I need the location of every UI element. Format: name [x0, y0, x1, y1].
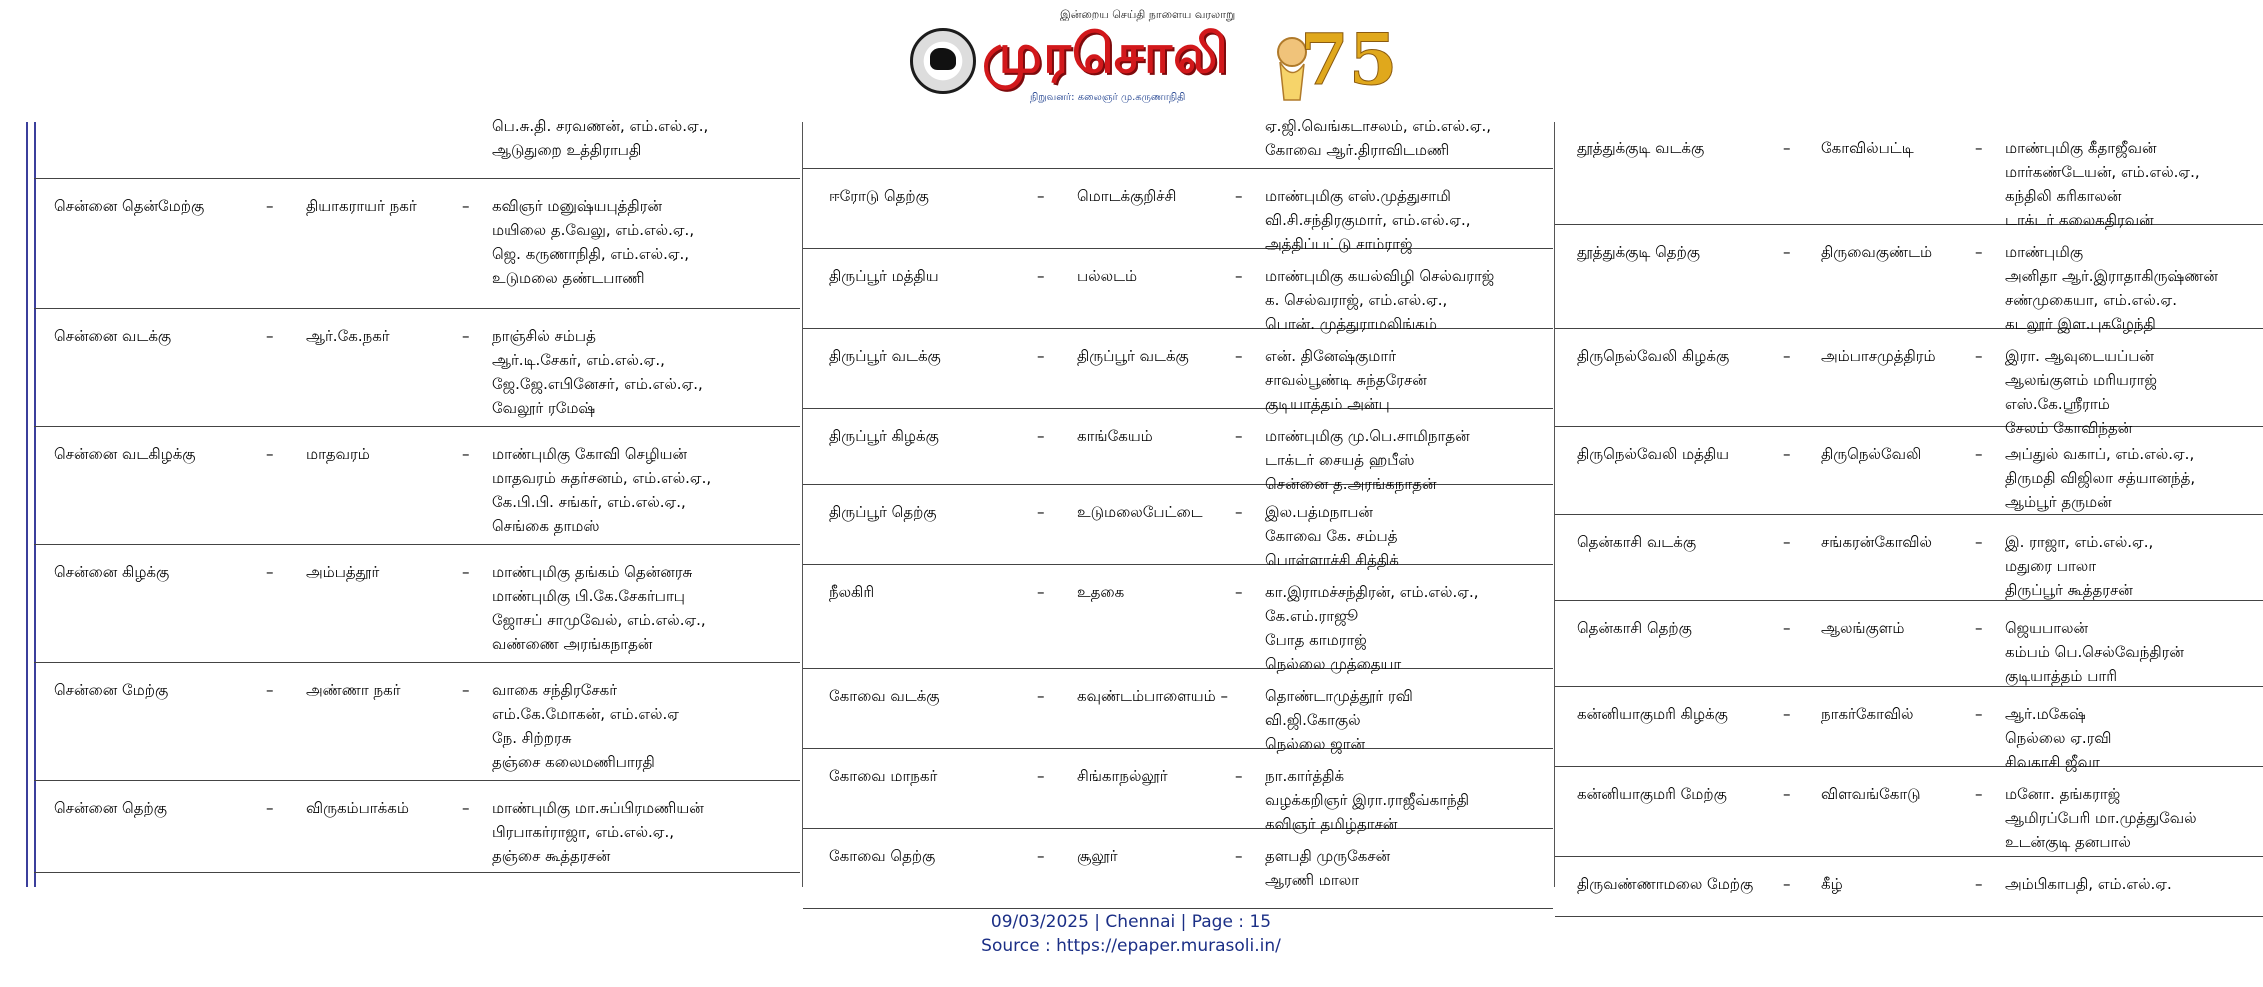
- footer-source-line: Source : https://epaper.murasoli.in/: [981, 936, 1281, 956]
- separator-dash: –: [1037, 267, 1045, 285]
- assignment-row: [1555, 514, 2263, 601]
- member-name: டாக்டர் கலைகதிரவன்: [2005, 211, 2154, 229]
- member-name: எஸ்.கே.ஸ்ரீராம்: [2005, 395, 2110, 413]
- member-name: திருப்பூர் கூத்தரசன்: [2005, 581, 2133, 599]
- member-name: வேலூர் ரமேஷ்: [492, 399, 596, 417]
- assignment-row: [34, 117, 800, 179]
- assignment-row: [1555, 600, 2263, 687]
- member-name: ஜெயபாலன்: [2005, 619, 2089, 637]
- member-name: பொள்ளாச்சி சித்திக்: [1265, 551, 1399, 569]
- district-name: திருப்பூர் கிழக்கு: [829, 427, 939, 445]
- member-name: உடுமலை தண்டபாணி: [492, 269, 645, 287]
- members-list: [492, 678, 679, 774]
- separator-dash: –: [462, 445, 470, 463]
- member-name: நாஞ்சில் சம்பத்: [492, 327, 596, 345]
- separator-dash: –: [1783, 139, 1791, 157]
- member-name: கே.எம்.ராஜூ: [1265, 607, 1359, 625]
- assignment-row: [803, 248, 1553, 333]
- member-name: மாண்புமிகு மு.பெ.சாமிநாதன்: [1265, 427, 1470, 445]
- separator-dash: –: [1037, 583, 1045, 601]
- assignment-row: [803, 328, 1553, 413]
- column-2: [802, 117, 1553, 889]
- masthead-logo: முரசொலி: [982, 22, 1229, 85]
- district-name: கோவை தெற்கு: [829, 847, 936, 865]
- constituency-name: அம்பாசமுத்திரம்: [1821, 347, 1936, 365]
- assignment-row: [1555, 224, 2263, 333]
- member-name: சண்முகையா, எம்.எல்.ஏ.: [2005, 291, 2177, 309]
- member-name: ஜெ. கருணாநிதி, எம்.எல்.ஏ.,: [492, 245, 690, 263]
- district-name: தூத்துக்குடி வடக்கு: [1577, 139, 1705, 157]
- separator-dash: –: [1783, 785, 1791, 803]
- member-name: உடன்குடி தனபால்: [2005, 833, 2131, 851]
- members-list: [2005, 616, 2184, 688]
- member-name: மாண்புமிகு கோவி செழியன்: [492, 445, 687, 463]
- member-name: ஜே.ஜே.எபினேசர், எம்.எல்.ஏ.,: [492, 375, 703, 393]
- assignment-row: [803, 564, 1553, 673]
- member-name: சேலம் கோவிந்தன்: [2005, 419, 2133, 437]
- separator-dash: –: [1037, 687, 1045, 705]
- members-list: [1265, 500, 1399, 572]
- members-list: [492, 194, 694, 290]
- separator-dash: –: [1975, 705, 1983, 723]
- column-1: [34, 117, 800, 887]
- member-name: பெ.சு.தி. சரவணன், எம்.எல்.ஏ.,: [492, 117, 709, 135]
- constituency-name: திருப்பூர் வடக்கு: [1077, 347, 1189, 365]
- masthead-subtitle: நிறுவனர்: கலைஞர் மு.கருணாநிதி: [1030, 92, 1186, 103]
- separator-dash: –: [1975, 243, 1983, 261]
- assignment-row: [803, 668, 1553, 753]
- page-body: [26, 117, 2262, 893]
- separator-dash: –: [1783, 445, 1791, 463]
- member-name: நெல்லை ஜான்: [1265, 735, 1366, 753]
- separator-dash: –: [1975, 619, 1983, 637]
- assignment-row: [803, 484, 1553, 569]
- member-name: கம்பம் பெ.செல்வேந்திரன்: [2005, 643, 2184, 661]
- assignment-row: [803, 408, 1553, 493]
- member-name: ஆமிரப்பேரி மா.முத்துவேல்: [2005, 809, 2197, 827]
- separator-dash: –: [266, 681, 274, 699]
- separator-dash: –: [1975, 445, 1983, 463]
- constituency-name: நாகர்கோவில்: [1821, 705, 1914, 723]
- separator-dash: –: [462, 197, 470, 215]
- constituency-name: அம்பத்தூர்: [306, 563, 380, 581]
- member-name: என். தினேஷ்குமார்: [1265, 347, 1397, 365]
- assignment-row: [803, 117, 1553, 169]
- separator-dash: –: [266, 799, 274, 817]
- members-list: [1265, 764, 1469, 836]
- member-name: செங்கை தாமஸ்: [492, 517, 600, 535]
- constituency-name: உடுமலைபேட்டை: [1077, 503, 1203, 521]
- member-name: சென்னை த.அரங்கநாதன்: [1265, 475, 1437, 493]
- members-list: [2005, 782, 2197, 854]
- member-name: நே. சிற்றரசு: [492, 729, 572, 747]
- members-list: [2005, 240, 2218, 336]
- assignment-row: [803, 828, 1553, 909]
- member-name: மனோ. தங்கராஜ்: [2005, 785, 2121, 803]
- member-name: வி.சி.சந்திரகுமார், எம்.எல்.ஏ.,: [1265, 211, 1471, 229]
- member-name: நெல்லை ஏ.ரவி: [2005, 729, 2112, 747]
- separator-dash: –: [462, 681, 470, 699]
- assignment-row: [34, 178, 800, 309]
- member-name: கவிஞர் தமிழ்தாசன்: [1265, 815, 1398, 833]
- members-list: [1265, 844, 1390, 892]
- masthead: [900, 8, 1398, 108]
- member-name: அப்துல் வகாப், எம்.எல்.ஏ.,: [2005, 445, 2195, 463]
- member-name: திருமதி விஜிலா சத்யானந்த்,: [2005, 469, 2196, 487]
- member-name: மதுரை பாலா: [2005, 557, 2097, 575]
- separator-dash: –: [1235, 347, 1243, 365]
- member-name: போத காமராஜ்: [1265, 631, 1367, 649]
- assignment-row: [803, 168, 1553, 253]
- separator-dash: –: [1235, 503, 1243, 521]
- separator-dash: –: [1037, 427, 1045, 445]
- constituency-name: திருவைகுண்டம்: [1821, 243, 1933, 261]
- member-name: குடியாத்தம் பாரி: [2005, 667, 2118, 685]
- constituency-name: உதகை: [1077, 583, 1125, 601]
- member-name: மாண்புமிகு எஸ்.முத்துசாமி: [1265, 187, 1451, 205]
- member-name: வாகை சந்திரசேகர்: [492, 681, 618, 699]
- assignment-row: [34, 544, 800, 663]
- member-name: வண்ணை அரங்கநாதன்: [492, 635, 653, 653]
- member-name: கோவை ஆர்.திராவிடமணி: [1265, 141, 1450, 159]
- constituency-name: சூலூர்: [1077, 847, 1118, 865]
- separator-dash: –: [1235, 847, 1243, 865]
- assignment-row: [1555, 856, 2263, 917]
- district-name: கன்னியாகுமரி மேற்கு: [1577, 785, 1727, 803]
- member-name: தஞ்சை கூத்தரசன்: [492, 847, 611, 865]
- members-list: [2005, 136, 2200, 232]
- member-name: அம்பிகாபதி, எம்.எல்.ஏ.: [2005, 875, 2172, 893]
- members-list: [1265, 114, 1491, 162]
- district-name: திருநெல்வேலி கிழக்கு: [1577, 347, 1730, 365]
- member-name: மாதவரம் சுதர்சனம், எம்.எல்.ஏ.,: [492, 469, 712, 487]
- members-list: [1265, 684, 1413, 756]
- members-list: [1265, 264, 1494, 336]
- assignment-row: [1555, 122, 2263, 229]
- member-name: ஜோசப் சாமுவேல், எம்.எல்.ஏ.,: [492, 611, 706, 629]
- member-name: மாண்புமிகு: [2005, 243, 2084, 261]
- district-name: திருப்பூர் வடக்கு: [829, 347, 941, 365]
- separator-dash: –: [1783, 619, 1791, 637]
- district-name: கோவை வடக்கு: [829, 687, 940, 705]
- district-name: தென்காசி தெற்கு: [1577, 619, 1692, 637]
- district-name: சென்னை தென்மேற்கு: [54, 197, 205, 215]
- separator-dash: –: [1783, 705, 1791, 723]
- constituency-name: அண்ணா நகர்: [306, 681, 401, 699]
- members-list: [2005, 442, 2195, 514]
- separator-dash: –: [1975, 347, 1983, 365]
- constituency-name: திருநெல்வேலி: [1821, 445, 1922, 463]
- member-name: அனிதா ஆர்.இராதாகிருஷ்ணன்: [2005, 267, 2218, 285]
- constituency-name: மாதவரம்: [306, 445, 370, 463]
- separator-dash: –: [1037, 187, 1045, 205]
- member-name: ஆம்பூர் தருமன்: [2005, 493, 2112, 511]
- separator-dash: –: [266, 445, 274, 463]
- member-name: ஆர்.டி.சேகர், எம்.எல்.ஏ.,: [492, 351, 665, 369]
- members-list: [492, 560, 706, 656]
- members-list: [492, 114, 708, 162]
- member-name: எம்.கே.மோகன், எம்.எல்.ஏ: [492, 705, 679, 723]
- member-name: மாண்புமிகு பி.கே.சேகர்பாபு: [492, 587, 685, 605]
- separator-dash: –: [1037, 347, 1045, 365]
- member-name: மாண்புமிகு கயல்விழி செல்வராஜ்: [1265, 267, 1495, 285]
- separator-dash: –: [1783, 533, 1791, 551]
- members-list: [2005, 702, 2111, 774]
- assignment-row: [34, 308, 800, 427]
- masthead-tagline: இன்றைய செய்தி நாளைய வரலாறு: [1060, 8, 1236, 21]
- member-name: கந்திலி கரிகாலன்: [2005, 187, 2122, 205]
- district-name: சென்னை கிழக்கு: [54, 563, 170, 581]
- members-list: [1265, 580, 1478, 676]
- member-name: ஆர்.மகேஷ்: [2005, 705, 2086, 723]
- assignment-row: [1555, 426, 2263, 515]
- district-name: கன்னியாகுமரி கிழக்கு: [1577, 705, 1728, 723]
- member-name: பொன். முத்துராமலிங்கம்: [1265, 315, 1437, 333]
- member-name: கவிஞர் மனுஷ்யபுத்திரன்: [492, 197, 663, 215]
- separator-dash: –: [1037, 767, 1045, 785]
- separator-dash: –: [1783, 875, 1791, 893]
- separator-dash: –: [1783, 243, 1791, 261]
- constituency-name: விருகம்பாக்கம்: [306, 799, 409, 817]
- constituency-name: சங்கரன்கோவில்: [1821, 533, 1932, 551]
- separator-dash: –: [1235, 267, 1243, 285]
- footer-date-line: 09/03/2025 | Chennai | Page : 15: [990, 912, 1272, 932]
- separator-dash: –: [462, 799, 470, 817]
- member-name: ஏ.ஜி.வெங்கடாசலம், எம்.எல்.ஏ.,: [1265, 117, 1492, 135]
- district-name: திருவண்ணாமலை மேற்கு: [1577, 875, 1754, 893]
- district-name: தூத்துக்குடி தெற்கு: [1577, 243, 1701, 261]
- constituency-name: சிங்காநல்லூர்: [1077, 767, 1168, 785]
- member-name: மார்கண்டேயன், எம்.எல்.ஏ.,: [2005, 163, 2200, 181]
- members-list: [2005, 872, 2172, 896]
- members-list: [492, 442, 711, 538]
- anniversary-75-logo: [1270, 12, 1398, 104]
- separator-dash: –: [266, 327, 274, 345]
- district-name: சென்னை வடக்கு: [54, 327, 172, 345]
- district-name: சென்னை மேற்கு: [54, 681, 169, 699]
- member-name: ஆலங்குளம் மரியராஜ்: [2005, 371, 2157, 389]
- member-name: தொண்டாமுத்தூர் ரவி: [1265, 687, 1413, 705]
- district-name: தென்காசி வடக்கு: [1577, 533, 1697, 551]
- separator-dash: –: [1235, 187, 1243, 205]
- assignment-row: [34, 426, 800, 545]
- separator-dash: –: [1975, 785, 1983, 803]
- constituency-name: விளவங்கோடு: [1821, 785, 1921, 803]
- constituency-name: தியாகராயர் நகர்: [306, 197, 417, 215]
- member-name: மாண்புமிகு தங்கம் தென்னரசு: [492, 563, 693, 581]
- assignment-row: [1555, 766, 2263, 857]
- district-name: நீலகிரி: [829, 583, 875, 601]
- constituency-name: கீழ்: [1821, 875, 1843, 893]
- separator-dash: –: [1037, 847, 1045, 865]
- constituency-name: காங்கேயம்: [1077, 427, 1153, 445]
- member-name: மாண்புமிகு மா.சுப்பிரமணியன்: [492, 799, 704, 817]
- member-name: டாக்டர் சையத் ஹபீஸ்: [1265, 451, 1415, 469]
- district-name: ஈரோடு தெற்கு: [829, 187, 929, 205]
- member-name: நெல்லை முத்தையா: [1265, 655, 1402, 673]
- assignment-row: [1555, 328, 2263, 437]
- member-name: ஆடுதுறை உத்திராபதி: [492, 141, 642, 159]
- member-name: தஞ்சை கலைமணிபாரதி: [492, 753, 655, 771]
- constituency-name: ஆலங்குளம்: [1821, 619, 1905, 637]
- anniversary-number: 75: [1300, 18, 1398, 101]
- constituency-name: கோவில்பட்டி: [1821, 139, 1914, 157]
- member-name: அத்திப்பட்டு சாம்ராஜ்: [1265, 235, 1413, 253]
- district-name: சென்னை வடகிழக்கு: [54, 445, 196, 463]
- separator-dash: –: [1235, 427, 1243, 445]
- members-list: [1265, 184, 1471, 256]
- member-name: கடலூர் இள.புகழேந்தி: [2005, 315, 2156, 333]
- district-name: திருப்பூர் மத்திய: [829, 267, 939, 285]
- member-name: வி.ஜி.கோகுல்: [1265, 711, 1361, 729]
- members-list: [492, 796, 704, 868]
- member-name: க. செல்வராஜ், எம்.எல்.ஏ.,: [1265, 291, 1448, 309]
- members-list: [2005, 530, 2153, 602]
- members-list: [492, 324, 703, 420]
- members-list: [1265, 344, 1427, 416]
- party-emblem-icon: [910, 28, 976, 94]
- member-name: நா.கார்த்திக்: [1265, 767, 1345, 785]
- constituency-name: கவுண்டம்பாளையம் –: [1077, 687, 1228, 705]
- member-name: ஆரணி மாலா: [1265, 871, 1359, 889]
- member-name: சாவல்பூண்டி சுந்தரேசன்: [1265, 371, 1427, 389]
- assignment-row: [803, 748, 1553, 833]
- constituency-name: பல்லடம்: [1077, 267, 1138, 285]
- district-name: திருப்பூர் தெற்கு: [829, 503, 937, 521]
- member-name: இரா. ஆவுடையப்பன்: [2005, 347, 2154, 365]
- assignment-row: [34, 662, 800, 781]
- district-name: திருநெல்வேலி மத்திய: [1577, 445, 1729, 463]
- column-3: [1554, 122, 2263, 893]
- separator-dash: –: [1235, 767, 1243, 785]
- member-name: கோவை கே. சம்பத்: [1265, 527, 1398, 545]
- separator-dash: –: [462, 563, 470, 581]
- member-name: குடியாத்தம் அன்பு: [1265, 395, 1390, 413]
- member-name: மயிலை த.வேலு, எம்.எல்.ஏ.,: [492, 221, 695, 239]
- member-name: தளபதி முருகேசன்: [1265, 847, 1391, 865]
- separator-dash: –: [1783, 347, 1791, 365]
- member-name: இ. ராஜா, எம்.எல்.ஏ.,: [2005, 533, 2154, 551]
- constituency-name: மொடக்குறிச்சி: [1077, 187, 1177, 205]
- member-name: மாண்புமிகு கீதாஜீவன்: [2005, 139, 2157, 157]
- member-name: இல.பத்மநாபன்: [1265, 503, 1373, 521]
- separator-dash: –: [462, 327, 470, 345]
- separator-dash: –: [1975, 875, 1983, 893]
- district-name: சென்னை தெற்கு: [54, 799, 167, 817]
- member-name: கா.இராமச்சந்திரன், எம்.எல்.ஏ.,: [1265, 583, 1479, 601]
- separator-dash: –: [1975, 139, 1983, 157]
- separator-dash: –: [1235, 583, 1243, 601]
- constituency-name: ஆர்.கே.நகர்: [306, 327, 390, 345]
- assignment-row: [34, 780, 800, 873]
- member-name: சிவகாசி ஜீவா: [2005, 753, 2100, 771]
- member-name: கே.பி.பி. சங்கர், எம்.எல்.ஏ.,: [492, 493, 686, 511]
- separator-dash: –: [266, 197, 274, 215]
- member-name: பிரபாகர்ராஜா, எம்.எல்.ஏ.,: [492, 823, 675, 841]
- assignment-row: [1555, 686, 2263, 771]
- district-name: கோவை மாநகர்: [829, 767, 938, 785]
- member-name: வழக்கறிஞர் இரா.ராஜீவ்காந்தி: [1265, 791, 1470, 809]
- separator-dash: –: [1037, 503, 1045, 521]
- separator-dash: –: [1975, 533, 1983, 551]
- separator-dash: –: [266, 563, 274, 581]
